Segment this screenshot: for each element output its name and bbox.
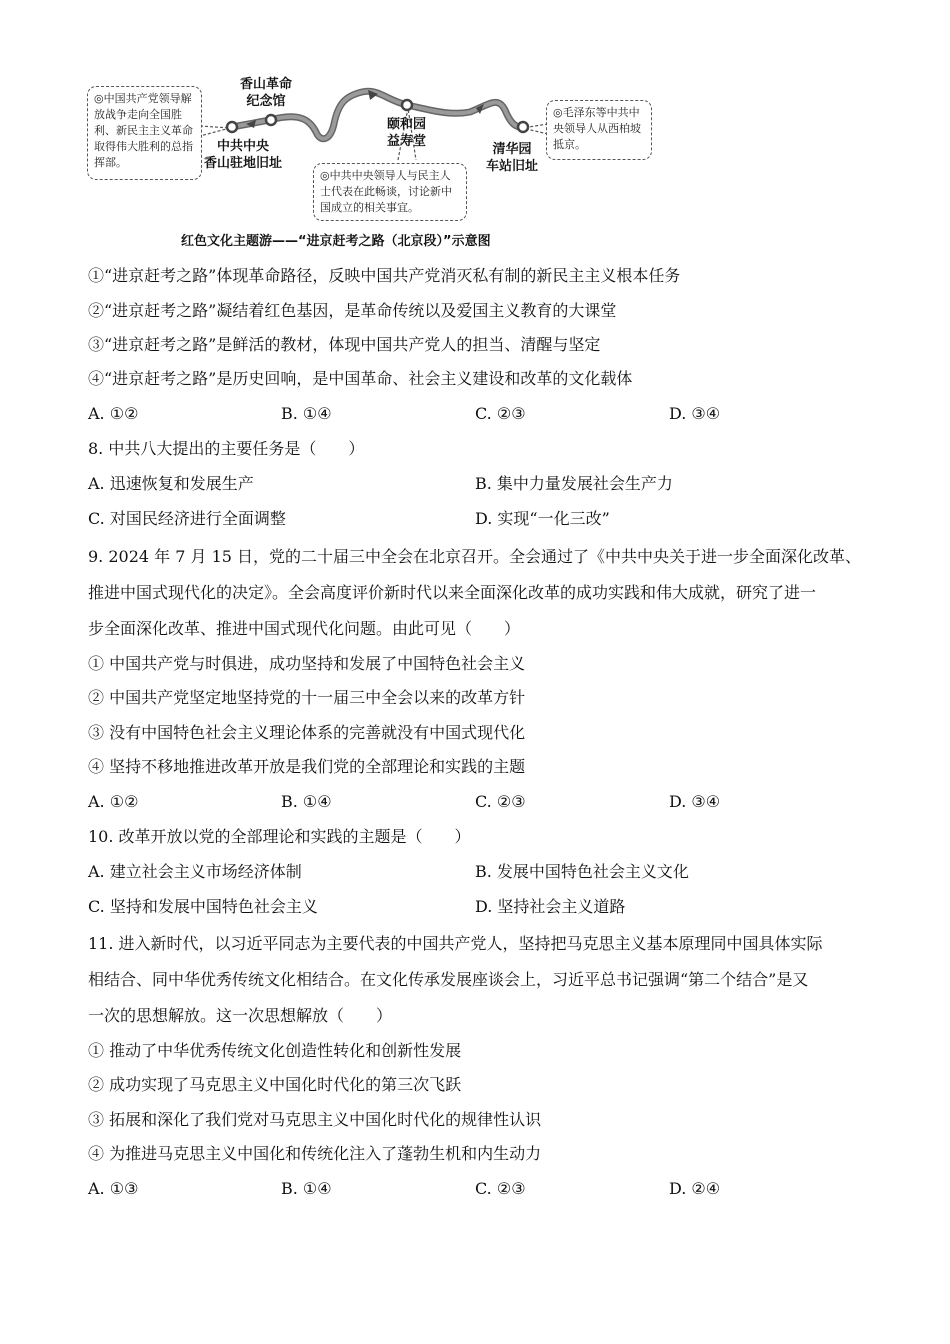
callout-middle: ◎中共中央领导人与民主人士代表在此畅谈，讨论新中国成立的相关事宜。 bbox=[313, 163, 467, 221]
q7-option-d: D. ③④ bbox=[669, 404, 721, 423]
q9-statement-1: ① 中国共产党与时俱进，成功坚持和发展了中国特色社会主义 bbox=[88, 654, 526, 673]
q7-option-b: B. ①④ bbox=[281, 404, 332, 423]
q11-stem-line-3: 一次的思想解放。这一次思想解放（ ） bbox=[88, 1006, 393, 1025]
q7-option-a: A. ①② bbox=[88, 404, 139, 423]
q7-option-c: C. ②③ bbox=[475, 404, 526, 423]
q9-option-a: A. ①② bbox=[88, 792, 139, 811]
q11-statement-1: ① 推动了中华优秀传统文化创造性转化和创新性发展 bbox=[88, 1041, 462, 1060]
q7-statement-4: ④“进京赶考之路”是历史回响，是中国革命、社会主义建设和改革的文化载体 bbox=[88, 369, 633, 388]
q10-option-d: D. 坚持社会主义道路 bbox=[475, 897, 626, 916]
q11-stem-line-1: 11. 进入新时代，以习近平同志为主要代表的中国共产党人，坚持把马克思主义基本原理同中国具体实际 bbox=[88, 934, 823, 953]
node-xiangshan-memorial bbox=[266, 115, 276, 125]
label-qinghuayuan: 清华园 车站旧址 bbox=[486, 142, 539, 174]
q10-option-a: A. 建立社会主义市场经济体制 bbox=[88, 862, 302, 881]
q9-stem-line-2: 推进中国式现代化的决定》。全会高度评价新时代以来全面深化改革的成功实践和伟大成就，研究了进一 bbox=[88, 583, 817, 602]
q11-option-b: B. ①④ bbox=[281, 1179, 332, 1198]
node-zhonggong-site bbox=[227, 122, 237, 132]
node-qinghuayuan bbox=[518, 122, 528, 132]
q10-option-b: B. 发展中国特色社会主义文化 bbox=[475, 862, 689, 881]
callout-left: ◎中国共产党领导解放战争走向全国胜利、新民主主义革命取得伟大胜利的总指挥部。 bbox=[87, 86, 202, 180]
node-yiheyuan bbox=[402, 100, 412, 110]
q9-option-c: C. ②③ bbox=[475, 792, 526, 811]
q9-statement-2: ② 中国共产党坚定地坚持党的十一届三中全会以来的改革方针 bbox=[88, 688, 526, 707]
q9-statement-4: ④ 坚持不移地推进改革开放是我们党的全部理论和实践的主题 bbox=[88, 757, 526, 776]
label-yiheyuan: 颐和园 益寿堂 bbox=[387, 117, 427, 149]
q10-option-c: C. 坚持和发展中国特色社会主义 bbox=[88, 897, 318, 916]
q8-stem: 8. 中共八大提出的主要任务是（ ） bbox=[88, 439, 365, 458]
q9-stem-line-3: 步全面深化改革、推进中国式现代化问题。由此可见（ ） bbox=[88, 619, 521, 638]
q11-option-c: C. ②③ bbox=[475, 1179, 526, 1198]
callout-right: ◎毛泽东等中共中央领导人从西柏坡抵京。 bbox=[546, 100, 652, 160]
q11-option-d: D. ②④ bbox=[669, 1179, 721, 1198]
q11-option-a: A. ①③ bbox=[88, 1179, 139, 1198]
q9-option-d: D. ③④ bbox=[669, 792, 721, 811]
q9-statement-3: ③ 没有中国特色社会主义理论体系的完善就没有中国式现代化 bbox=[88, 723, 526, 742]
q11-stem-line-2: 相结合、同中华优秀传统文化相结合。在文化传承发展座谈会上，习近平总书记强调“第二个结合”是又 bbox=[88, 970, 809, 989]
q8-option-a: A. 迅速恢复和发展生产 bbox=[88, 474, 254, 493]
q11-statement-4: ④ 为推进马克思主义中国化和传统化注入了蓬勃生机和内生动力 bbox=[88, 1144, 542, 1163]
q8-option-d: D. 实现“一化三改” bbox=[475, 509, 610, 528]
q7-statement-3: ③“进京赶考之路”是鲜活的教材，体现中国共产党人的担当、清醒与坚定 bbox=[88, 335, 601, 354]
label-zhonggong-site: 中共中央 香山驻地旧址 bbox=[204, 139, 283, 171]
q7-statement-2: ②“进京赶考之路”凝结着红色基因，是革命传统以及爱国主义教育的大课堂 bbox=[88, 301, 617, 320]
q7-statement-1: ①“进京赶考之路”体现革命路径，反映中国共产党消灭私有制的新民主主义根本任务 bbox=[88, 266, 681, 285]
figure-caption: 红色文化主题游——“进京赶考之路（北京段）”示意图 bbox=[181, 234, 491, 249]
q9-stem-line-1: 9. 2024 年 7 月 15 日，党的二十届三中全会在北京召开。全会通过了《中共中央关于进一步全面深化改革、 bbox=[88, 547, 862, 566]
label-xiangshan-memorial: 香山革命 纪念馆 bbox=[240, 77, 293, 109]
q11-statement-2: ② 成功实现了马克思主义中国化时代化的第三次飞跃 bbox=[88, 1075, 462, 1094]
q9-option-b: B. ①④ bbox=[281, 792, 332, 811]
q8-option-c: C. 对国民经济进行全面调整 bbox=[88, 509, 286, 528]
q8-option-b: B. 集中力量发展社会生产力 bbox=[475, 474, 673, 493]
q10-stem: 10. 改革开放以党的全部理论和实践的主题是（ ） bbox=[88, 827, 471, 846]
q11-statement-3: ③ 拓展和深化了我们党对马克思主义中国化时代化的规律性认识 bbox=[88, 1110, 542, 1129]
